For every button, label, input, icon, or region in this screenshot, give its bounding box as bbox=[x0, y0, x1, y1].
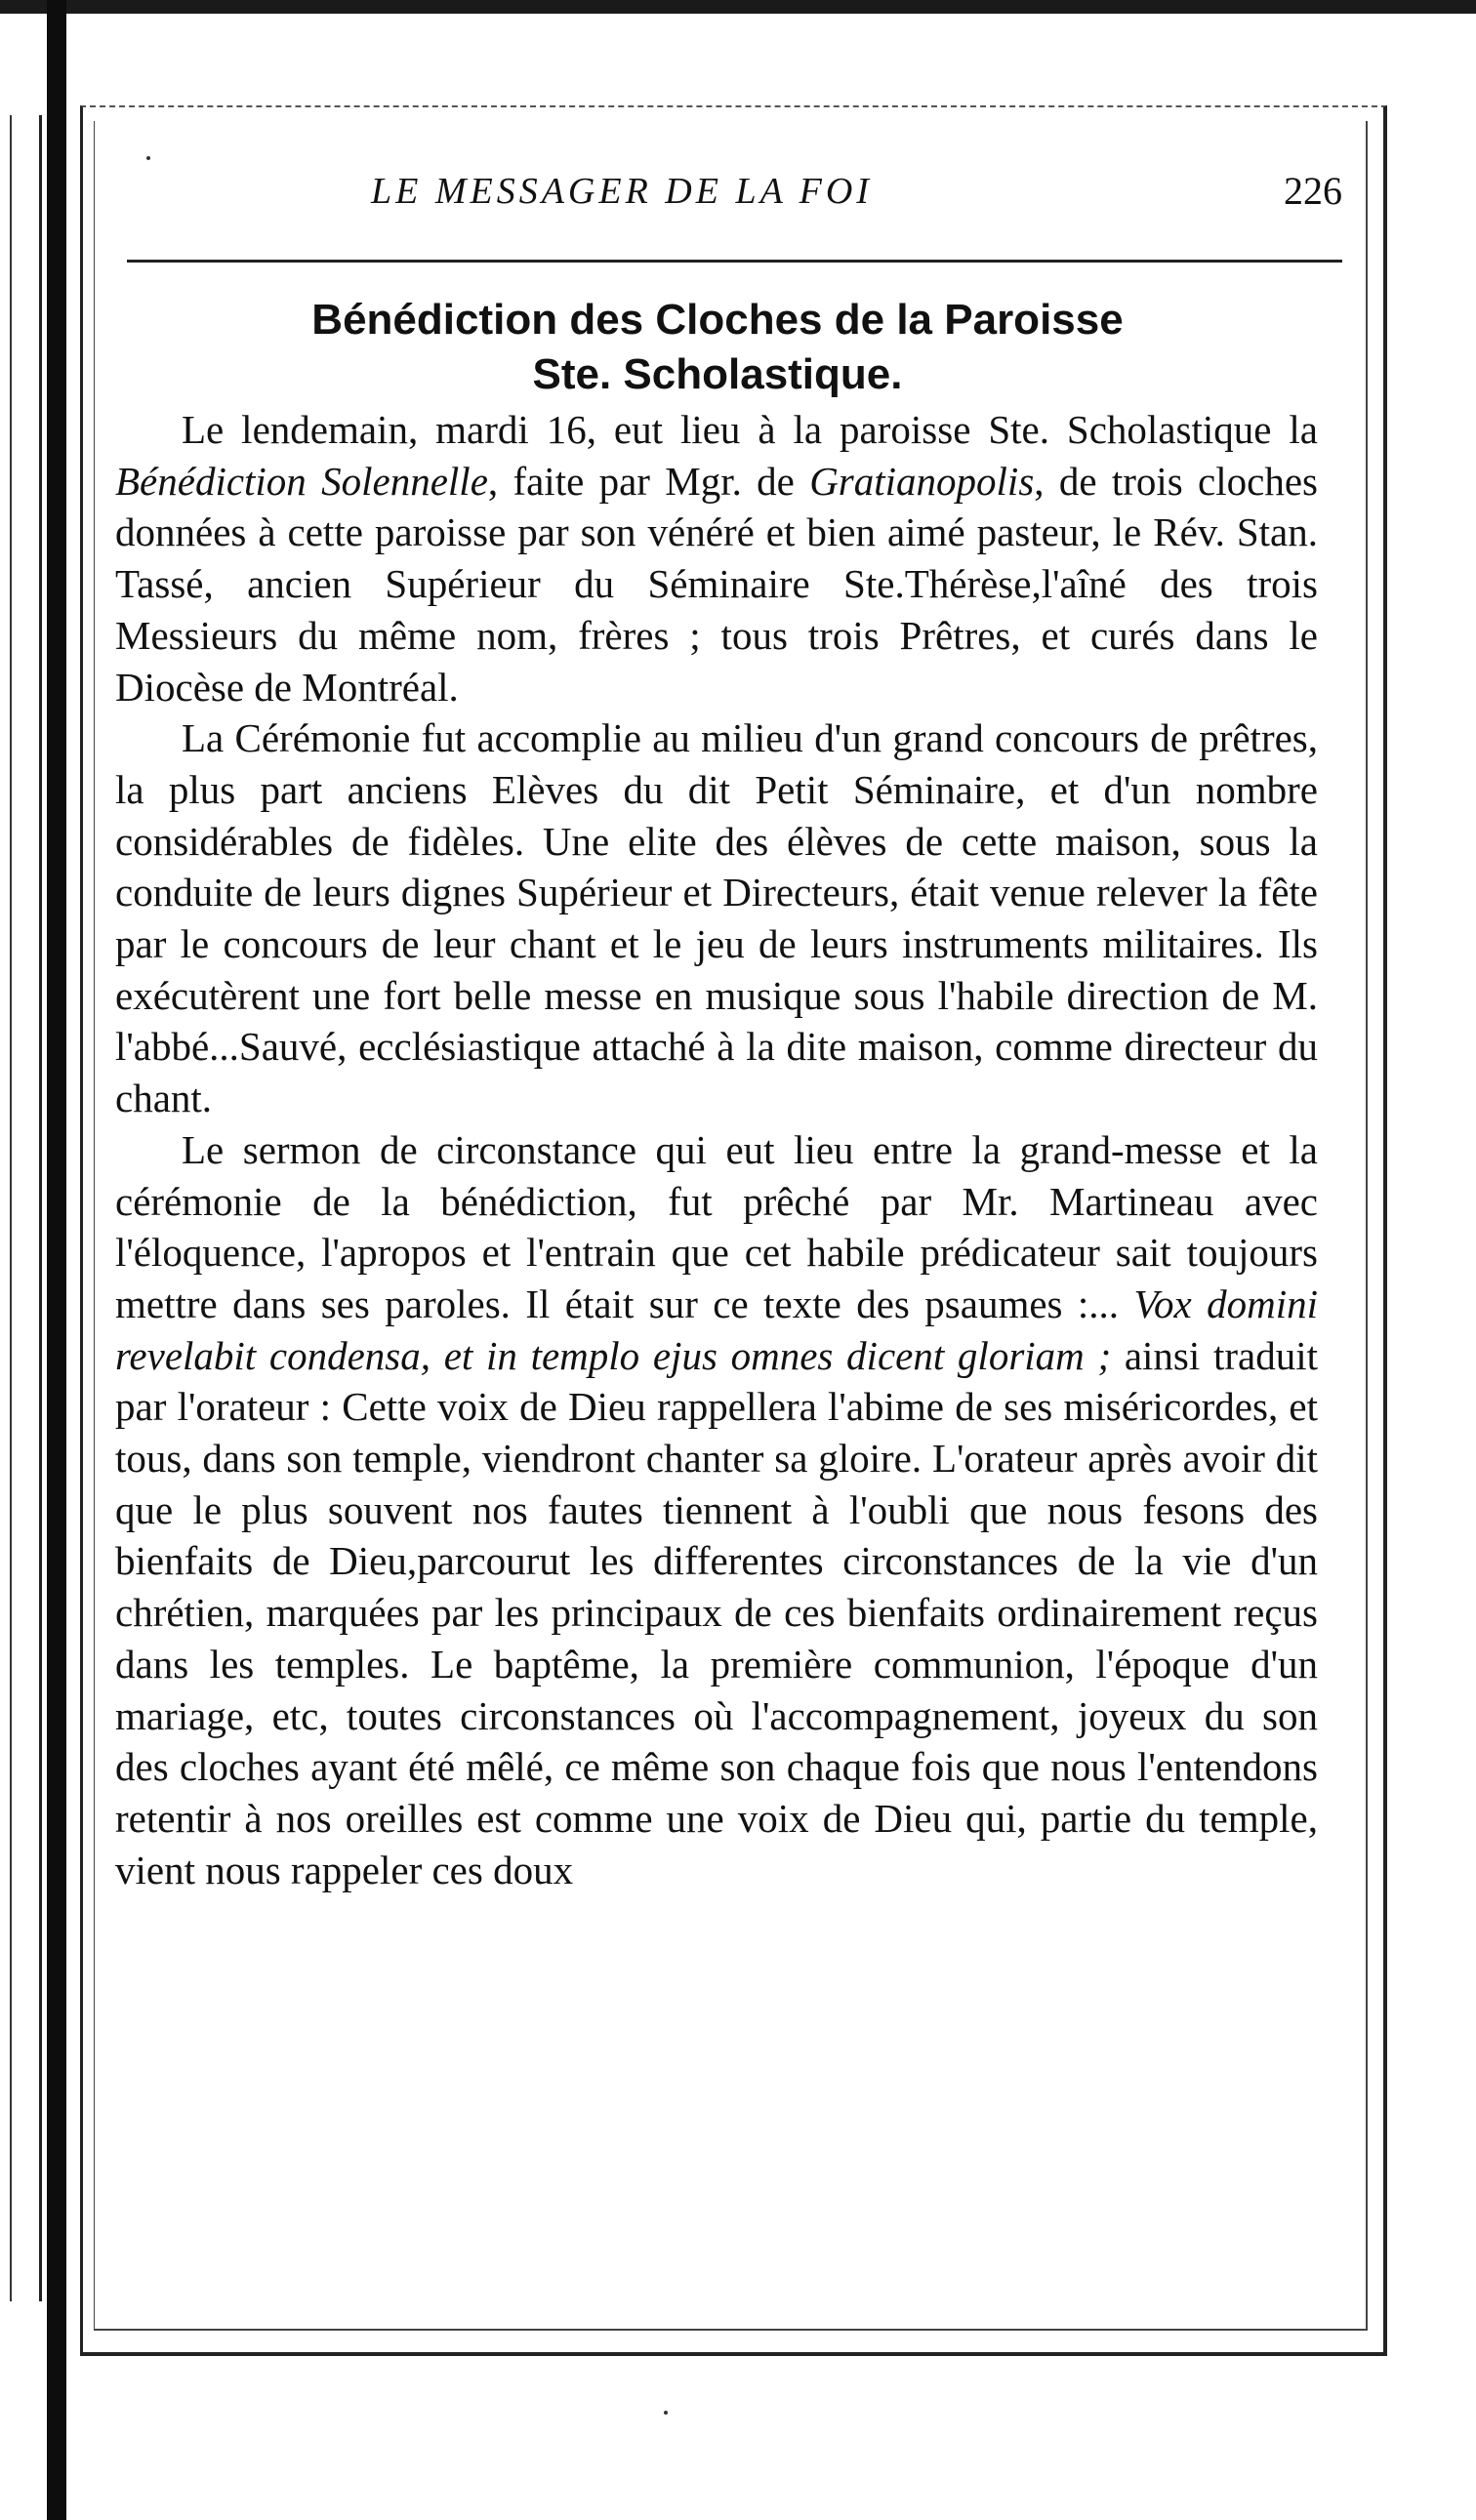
paragraph-1-emphasis-1: Bénédiction Solennelle bbox=[115, 458, 488, 504]
speck bbox=[146, 156, 150, 160]
article-body bbox=[115, 404, 1318, 1895]
paragraph-1 bbox=[115, 404, 1318, 712]
paragraph-3-part-a: Le sermon de circonstance qui eut lieu entre la grand-messe et la cérémonie de la bénédiction, fut prêché par Mr. Martineau avec l'éloquence, l'apropos et l'entrain que cet habile prédicateur sait toujours mettre dans ses paroles. Il était sur ce texte des psaumes :... bbox=[115, 1126, 1318, 1326]
scan-top-band bbox=[0, 0, 1476, 14]
paragraph-1-part-c: , de trois cloches données à cette paroisse par son vénéré et bien aimé pasteur, le Rév. Stan. Tassé, ancien Supérieur du Séminaire Ste.Thérèse,l'aîné des trois Messieurs du même nom, frères ; tous trois Prêtres, et curés dans le Diocèse de Montréal. bbox=[115, 458, 1318, 710]
scan-left-edge bbox=[0, 115, 42, 2301]
paragraph-1-emphasis-2: Gratianopolis bbox=[809, 458, 1035, 504]
article-title-line-1: Bénédiction des Cloches de la Paroisse bbox=[311, 296, 1124, 344]
page-number: 226 bbox=[1284, 169, 1342, 213]
speck bbox=[664, 2411, 668, 2415]
article-title-line-2: Ste. Scholastique. bbox=[532, 350, 903, 398]
paragraph-3-part-b: ainsi traduit par l'orateur : Cette voix de Dieu rappellera l'abime de ses miséricordes, et tous, dans son temple, viendront chanter sa gloire. L'orateur après avoir dit que le plus souvent nos fautes tiennent à l'oubli que nous fesons des bienfaits de Dieu,parcourut les differentes circonstances de la vie d'un chrétien, marquées par les principaux de ces bienfaits ordinairement reçus dans les temples. Le baptême, la première communion, l'époque d'un mariage, etc, toutes circonstances où l'accompagnement, joyeux du son des cloches ayant été mêlé, ce même son chaque fois que nous l'entendons retentir à nos oreilles est comme une voix de Dieu qui, partie du temple, vient nous rappeler ces doux bbox=[115, 1332, 1318, 1892]
paragraph-3 bbox=[115, 1124, 1318, 1896]
paragraph-3-latin-quote: Vox domini revelabit condensa, et in templo ejus omnes dicent gloriam ; bbox=[115, 1280, 1318, 1378]
running-title: LE MESSAGER DE LA FOI bbox=[371, 171, 873, 212]
book-spine bbox=[47, 0, 66, 2520]
paragraph-1-part-b: , faite par Mgr. de bbox=[487, 458, 810, 504]
article-title bbox=[146, 293, 1289, 402]
paragraph-2: La Cérémonie fut accomplie au milieu d'un grand concours de prêtres, la plus part anciens Elèves du dit Petit Séminaire, et d'un nombre considérables de fidèles. Une elite des élèves de cette maison, sous la conduite de leurs dignes Supérieur et Directeurs, était venue relever la fête par le concours de leur chant et le jeu de leurs instruments militaires. Ils exécutèrent une fort belle messe en musique sous l'habile direction de M. l'abbé...Sauvé, ecclésiastique attaché à la dite maison, comme directeur du chant. bbox=[115, 715, 1318, 1121]
paragraph-1-part-a: Le lendemain, mardi 16, eut lieu à la paroisse Ste. Scholastique la bbox=[182, 407, 1318, 452]
page-header bbox=[127, 164, 1342, 223]
header-rule bbox=[127, 260, 1342, 263]
